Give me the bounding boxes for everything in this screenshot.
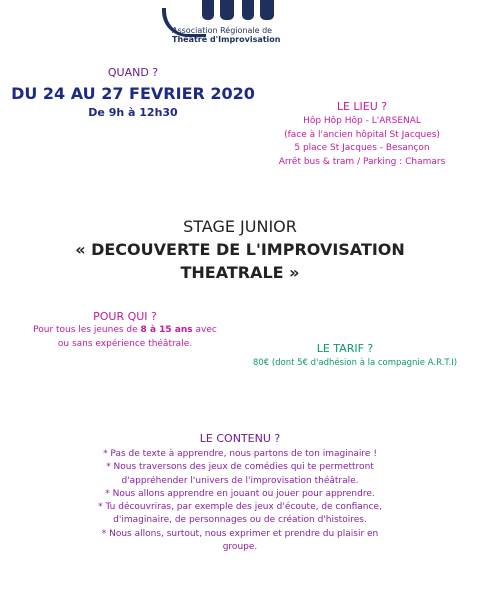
stage-title-line-1: STAGE JUNIOR [183,217,297,236]
contenu-line: groupe. [222,542,258,553]
quand-dates: DU 24 AU 27 FEVRIER 2020 [11,84,255,103]
contenu-line: * Pas de texte à apprendre, nous partons de ton imaginaire ! [103,449,377,459]
lieu-line-4: Arrêt bus & tram / Parking : Chamars [278,156,446,167]
tarif-text: 80€ (dont 5€ d'adhésion à la compagnie A.R.T.I) [252,358,458,368]
tarif-label: LE TARIF ? [316,342,374,355]
pourqui-line-1-pre: Pour tous les jeunes de [33,325,141,335]
logo-figures-icon [198,0,280,20]
lieu-line-2: (face à l'ancien hôpital St Jacques) [284,129,440,140]
contenu-line: * Tu découvriras, par exemple des jeux d'écoute, de confiance, [98,502,382,513]
logo-line-2: Théâtre d'Improvisation [172,35,281,44]
contenu-line: * Nous allons, surtout, nous exprimer et prendre du plaisir en [101,528,379,539]
logo-line-1: Association Régionale de [172,26,273,35]
stage-title-line-3: THEATRALE » [180,263,300,282]
pourqui-line-1-post: avec [192,325,217,335]
pourqui-block [20,309,230,351]
pourqui-label: POUR QUI ? [93,310,157,323]
contenu-list [40,448,440,554]
contenu-label: LE CONTENU ? [199,432,281,445]
pourqui-line-1 [20,324,230,338]
stage-title-line-2: « DECOUVERTE DE L'IMPROVISATION [75,240,405,259]
lieu-block [262,100,462,169]
lieu-line-1: Hôp Hôp Hôp - L'ARSENAL [303,116,421,126]
stage-title [20,215,460,284]
contenu-line: d'appréhender l'univers de l'improvisation théâtrale. [121,475,359,486]
contenu-line: * Nous traversons des jeux de comédies qui te permettront [106,462,374,473]
quand-label: QUAND ? [107,66,159,79]
quand-hours: De 9h à 12h30 [88,106,178,119]
arti-logo [160,0,320,46]
lieu-label: LE LIEU ? [336,100,388,113]
contenu-line: * Nous allons apprendre en jouant ou jouer pour apprendre. [105,488,375,499]
pourqui-age-range: 8 à 15 ans [140,325,193,335]
contenu-line: d'imaginaire, de personnages ou de création d'histoires. [113,515,367,526]
lieu-line-3: 5 place St Jacques - Besançon [294,143,430,153]
pourqui-line-2: ou sans expérience théâtrale. [57,338,193,349]
